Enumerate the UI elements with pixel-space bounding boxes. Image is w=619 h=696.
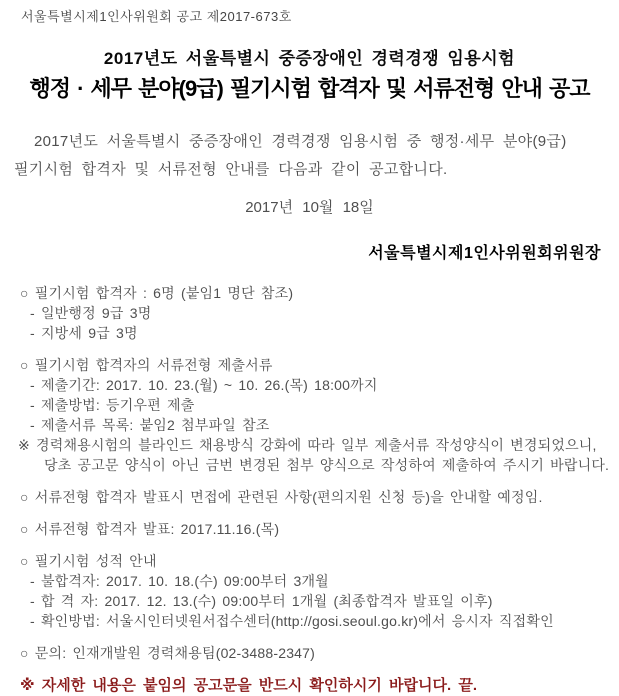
body-line: - 제출기간: 2017. 10. 23.(월) ~ 10. 26.(목) 18:00까지 <box>30 377 378 393</box>
footer-important-notice: ※ 자세한 내용은 붙임의 공고문을 반드시 확인하시기 바랍니다. 끝. <box>20 677 477 694</box>
body-line: - 확인방법: 서울시인터넷원서접수센터(http://gosi.seoul.go.kr)에서 응시자 직접확인 <box>30 613 554 629</box>
body-line: - 불합격자: 2017. 10. 18.(수) 09:00부터 3개월 <box>30 573 329 589</box>
body-line: ※ 경력채용시험의 블라인드 채용방식 강화에 따라 일부 제출서류 작성양식이 변경되었으니, <box>18 437 597 453</box>
body-line: - 지방세 9급 3명 <box>30 325 138 341</box>
section-written-exam-passers <box>0 283 619 343</box>
body-line: 당초 공고문 양식이 아닌 금번 변경된 첨부 양식으로 작성하여 제출하여 주시기 바랍니다. <box>44 457 610 473</box>
body-line: - 일반행정 9급 3명 <box>30 305 152 321</box>
section-document-submission <box>0 355 619 475</box>
signature-authority: 서울특별시제1인사위원회위원장 <box>368 245 601 262</box>
notice-number: 서울특별시제1인사위원회 공고 제2017-673호 <box>21 9 292 24</box>
body-line: - 합 격 자: 2017. 12. 13.(수) 09:00부터 1개월 (최종합격자 발표일 이후) <box>30 593 493 609</box>
section-interview-guidance <box>0 487 619 507</box>
announcement-date: 2017년 10월 18일 <box>245 199 374 216</box>
body-line: ○ 필기시험 성적 안내 <box>20 553 157 569</box>
body-line: ○ 서류전형 합격자 발표: 2017.11.16.(목) <box>20 521 280 537</box>
announcement-body <box>0 283 619 663</box>
body-line: - 제출방법: 등기우편 제출 <box>30 397 195 413</box>
section-document-screening-announcement <box>0 519 619 539</box>
section-score-guidance <box>0 551 619 631</box>
document-title-line2: 행정 · 세무 분야(9급) 필기시험 합격자 및 서류전형 안내 공고 <box>29 76 590 101</box>
body-line: ○ 필기시험 합격자 : 6명 (붙임1 명단 참조) <box>20 285 294 301</box>
body-line: ○ 서류전형 합격자 발표시 면접에 관련된 사항(편의지원 신청 등)을 안내할 예정임. <box>20 489 543 505</box>
document-title-line1: 2017년도 서울특별시 중증장애인 경력경쟁 임용시험 <box>103 49 516 68</box>
intro-line-1: 2017년도 서울특별시 중증장애인 경력경쟁 임용시험 중 행정·세무 분야(9급) <box>34 133 567 150</box>
intro-line-2: 필기시험 합격자 및 서류전형 안내를 다음과 같이 공고합니다. <box>14 161 448 178</box>
intro-paragraph <box>14 128 605 184</box>
body-line: - 제출서류 목록: 붙임2 첨부파일 참조 <box>30 417 270 433</box>
body-line: ○ 필기시험 합격자의 서류전형 제출서류 <box>20 357 273 373</box>
body-line: ○ 문의: 인재개발원 경력채용팀(02-3488-2347) <box>20 645 316 661</box>
section-contact <box>0 643 619 663</box>
